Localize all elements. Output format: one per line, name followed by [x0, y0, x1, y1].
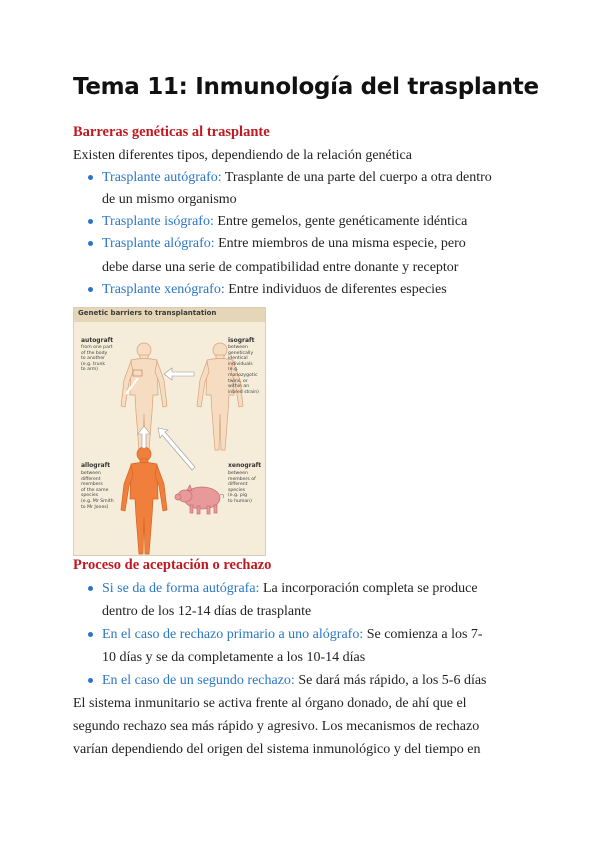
allograft-figure [121, 447, 167, 554]
term-autograft: Trasplante autógrafo: [102, 170, 222, 185]
bullet-icon [88, 287, 93, 292]
desc-isograft: between genetically identical individuals (e.g. monozygotic twins, or within an inbred strain) [228, 345, 259, 395]
desc-allograft-2: debe darse una serie de compatibilidad entre donante y receptor [102, 260, 459, 275]
list-item-allograft [102, 233, 466, 255]
list-item-primary-rejection [102, 624, 483, 646]
term-allograft: Trasplante alógrafo: [102, 236, 215, 251]
term-second-rejection: En el caso de un segundo rechazo: [102, 673, 295, 688]
label-allograft: allograft [81, 462, 111, 469]
bullet-icon [88, 219, 93, 224]
pig-icon [175, 485, 224, 514]
page-title: Tema 11: Inmunología del trasplante [73, 74, 539, 100]
label-xenograft: xenograft [228, 462, 262, 469]
term-isograft: Trasplante isógrafo: [102, 214, 214, 229]
list-item-isograft [102, 211, 467, 233]
paragraph-line-3: varían dependiendo del origen del sistema inmunológico y del tiempo en [73, 742, 481, 757]
bullet-icon [88, 586, 93, 591]
desc-autograft-process-1: La incorporación completa se produce [259, 581, 478, 596]
desc-allograft-1: Entre miembros de una misma especie, pero [214, 236, 466, 251]
desc-autograft: from one part of the body to another (e.g. trunk to arm) [81, 345, 113, 373]
desc-isograft-1: Entre gemelos, gente genéticamente idéntica [213, 214, 468, 229]
genetic-barriers-figure [73, 307, 266, 556]
bullet-icon [88, 241, 93, 246]
section-heading-acceptance: Proceso de aceptación o rechazo [73, 557, 272, 573]
graft-patch [133, 370, 142, 376]
desc-primary-rejection-2: 10 días y se da completamente a los 10-14 días [102, 650, 366, 665]
section-intro: Existen diferentes tipos, dependiendo de la relación genética [73, 148, 412, 163]
list-item-xenograft [102, 279, 447, 301]
desc-xenograft-1: Entre individuos de diferentes especies [224, 282, 447, 297]
paragraph-line-1: El sistema inmunitario se activa frente al órgano donado, de ahí que el [73, 696, 467, 711]
bullet-icon [88, 632, 93, 637]
desc-second-rejection-1: Se dará más rápido, a los 5-6 días [294, 673, 487, 688]
desc-autograft-1: Trasplante de una parte del cuerpo a otra dentro [221, 170, 492, 185]
figure-title: Genetic barriers to transplantation [78, 309, 217, 317]
desc-xenograft: between members of different species (e.g. pig to human) [228, 471, 256, 504]
bullet-icon [88, 678, 93, 683]
label-isograft: isograft [228, 337, 255, 344]
section-heading-genetic-barriers: Barreras genéticas al trasplante [73, 124, 270, 140]
term-primary-rejection: En el caso de rechazo primario a uno alógrafo: [102, 627, 364, 642]
paragraph-line-2: segundo rechazo sea más rápido y agresivo. Los mecanismos de rechazo [73, 719, 480, 734]
term-xenograft: Trasplante xenógrafo: [102, 282, 225, 297]
bullet-icon [88, 175, 93, 180]
desc-primary-rejection-1: Se comienza a los 7- [363, 627, 483, 642]
label-autograft: autograft [81, 337, 114, 344]
term-autograft-process: Si se da de forma autógrafa: [102, 581, 260, 596]
list-item-autograft-process [102, 578, 478, 600]
desc-allograft: between different members of the same species (e.g. Mr Smith to Mr Jones) [81, 471, 114, 510]
desc-autograft-process-2: dentro de los 12-14 días de trasplante [102, 604, 312, 619]
list-item-second-rejection [102, 670, 487, 692]
list-item-autograft [102, 167, 492, 189]
desc-autograft-2: de un mismo organismo [102, 192, 237, 207]
